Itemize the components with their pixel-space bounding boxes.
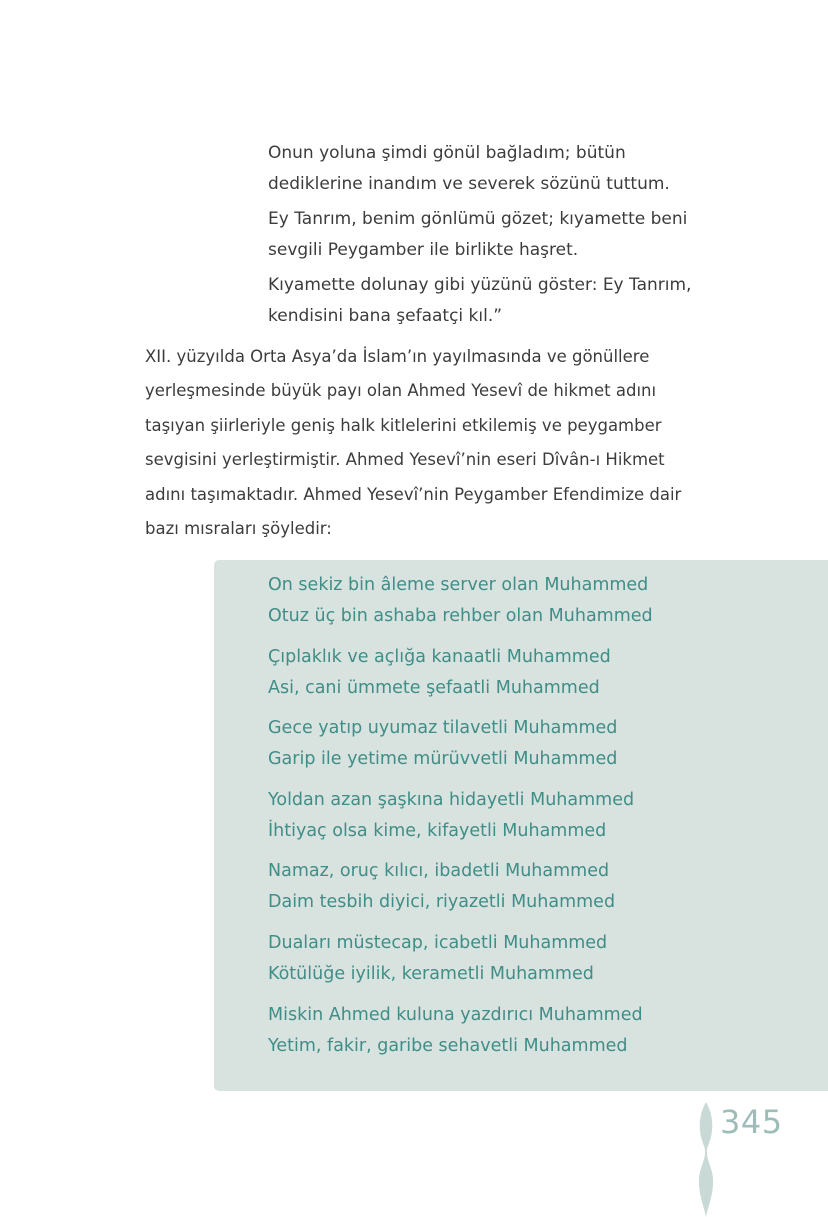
body-line: yerleşmesinde büyük payı olan Ahmed Yesevî de hikmet adını	[145, 381, 657, 401]
poem-couplet-6	[268, 928, 653, 990]
poem-line: On sekiz bin âleme server olan Muhammed	[268, 575, 649, 595]
poem-couplet-3	[268, 713, 653, 775]
quote-line: Onun yoluna şimdi gönül bağladım; bütün	[268, 143, 626, 163]
poem	[268, 570, 653, 1071]
body-paragraph	[145, 340, 705, 546]
body-line: bazı mısraları şöyledir:	[145, 519, 332, 539]
quote-line: dediklerine inandım ve severek sözünü tuttum.	[268, 174, 670, 194]
page-number: 345	[720, 1103, 783, 1141]
poem-line: Garip ile yetime mürüvvetli Muhammed	[268, 749, 618, 770]
poem-line: Miskin Ahmed kuluna yazdırıcı Muhammed	[268, 1004, 643, 1025]
quote-stanza-3	[268, 270, 748, 332]
quote-line: Kıyamette dolunay gibi yüzünü göster: Ey Tanrım,	[268, 275, 692, 295]
poem-couplet-1	[268, 570, 653, 632]
poem-line: İhtiyaç olsa kime, kifayetli Muhammed	[268, 820, 607, 841]
poem-line: Asi, cani ümmete şefaatli Muhammed	[268, 677, 600, 698]
poem-line: Duaları müstecap, icabetli Muhammed	[268, 932, 608, 953]
body-line: XII. yüzyılda Orta Asya’da İslam’ın yayılmasında ve gönüllere	[145, 347, 650, 366]
ornament-shape	[699, 1102, 713, 1217]
poem-line: Namaz, oruç kılıcı, ibadetli Muhammed	[268, 861, 610, 882]
poem-couplet-5	[268, 856, 653, 918]
quote-block	[268, 138, 748, 336]
poem-line: Otuz üç bin ashaba rehber olan Muhammed	[268, 606, 653, 626]
quote-line: sevgili Peygamber ile birlikte haşret.	[268, 240, 579, 260]
poem-line: Daim tesbih diyici, riyazetli Muhammed	[268, 892, 616, 913]
quote-stanza-1	[268, 138, 748, 200]
body-line: sevgisini yerleştirmiştir. Ahmed Yesevî’nin eseri Dîvân-ı Hikmet	[145, 450, 665, 470]
poem-couplet-2	[268, 642, 653, 704]
quote-stanza-2	[268, 204, 748, 266]
body-line: taşıyan şiirleriyle geniş halk kitlelerini etkilemiş ve peygamber	[145, 415, 662, 435]
poem-couplet-4	[268, 785, 653, 847]
poem-couplet-7	[268, 1000, 653, 1062]
body-line: adını taşımaktadır. Ahmed Yesevî’nin Peygamber Efendimize dair	[145, 484, 682, 504]
poem-line: Yoldan azan şaşkına hidayetli Muhammed	[268, 789, 635, 810]
poem-line: Kötülüğe iyilik, kerametli Muhammed	[268, 963, 594, 984]
page-ornament-icon	[694, 1102, 718, 1217]
poem-line: Gece yatıp uyumaz tilavetli Muhammed	[268, 718, 618, 739]
quote-line: Ey Tanrım, benim gönlümü gözet; kıyamette beni	[268, 209, 688, 229]
poem-box	[214, 560, 828, 1091]
poem-line: Yetim, fakir, garibe sehavetli Muhammed	[268, 1035, 628, 1056]
quote-line: kendisini bana şefaatçi kıl.”	[268, 306, 503, 326]
poem-line: Çıplaklık ve açlığa kanaatli Muhammed	[268, 646, 611, 667]
